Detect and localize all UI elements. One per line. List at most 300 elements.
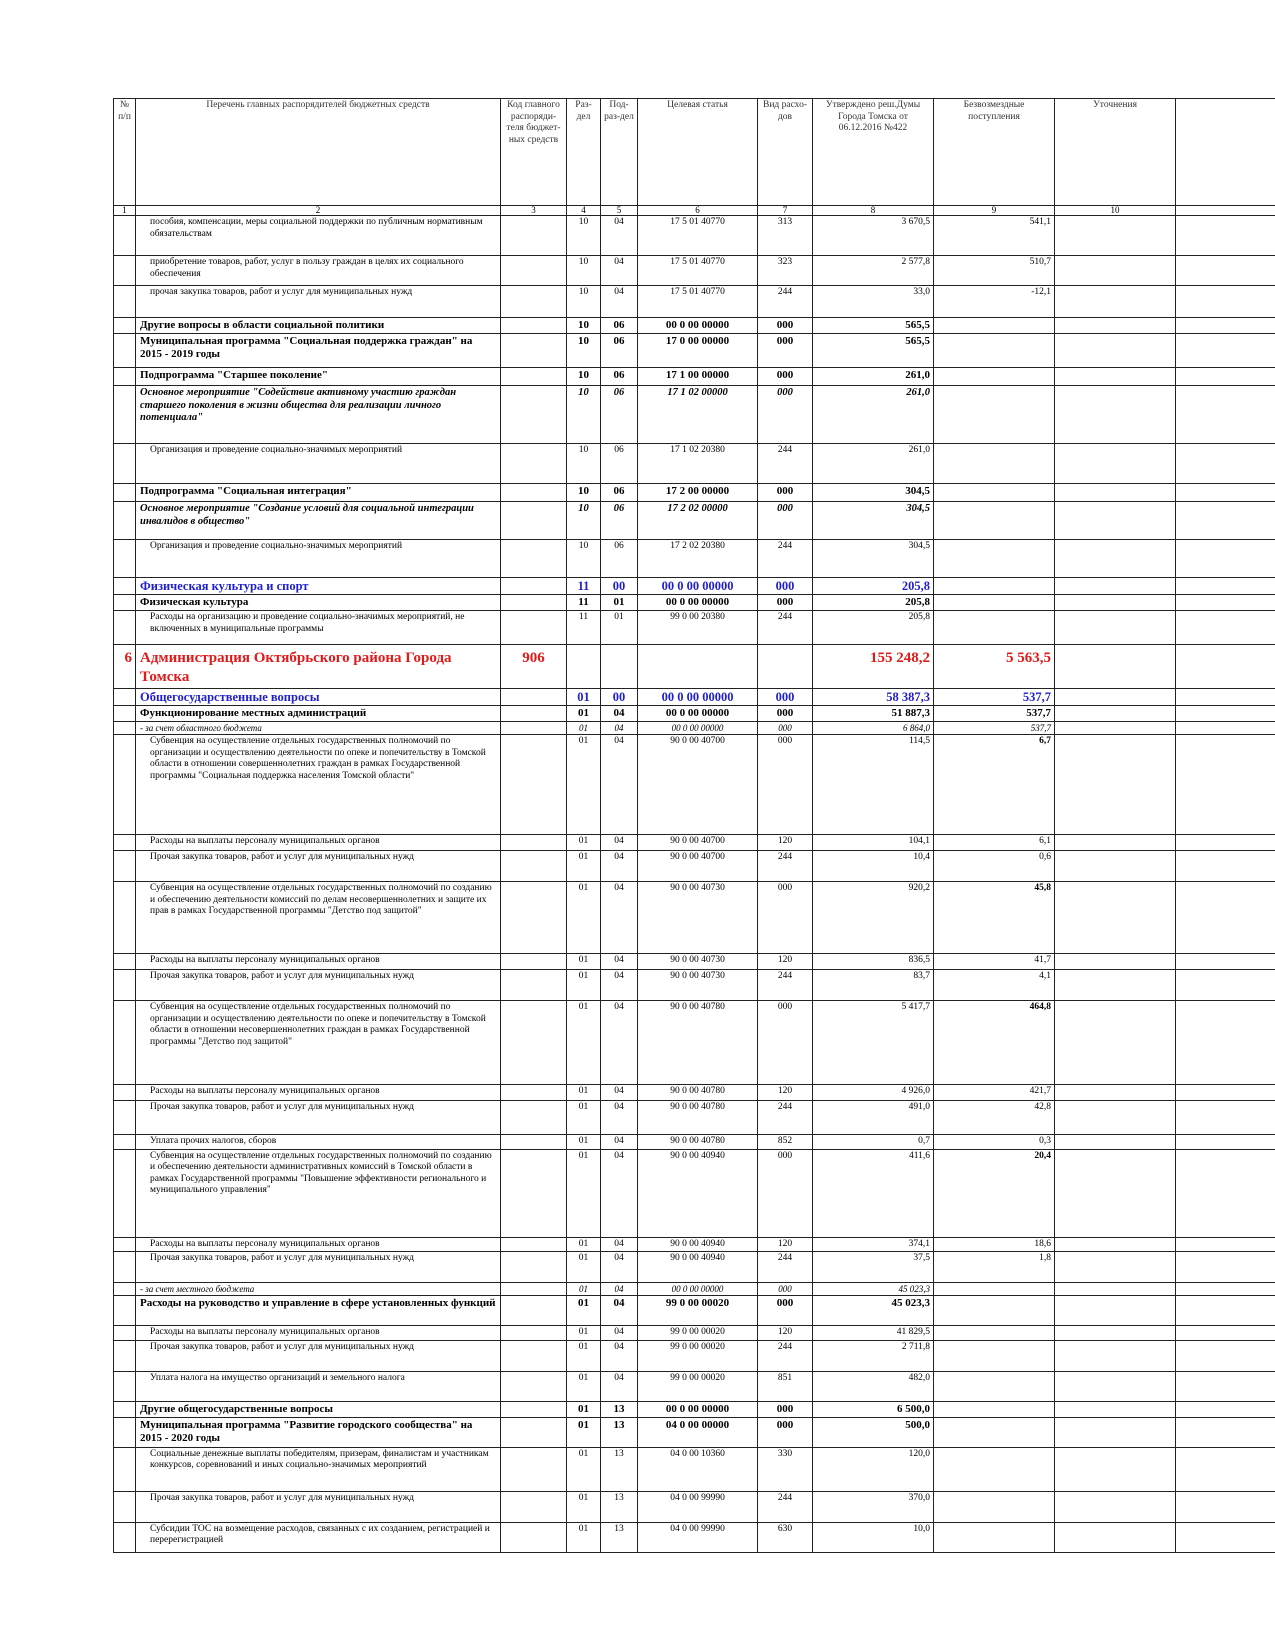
row-code (501, 444, 567, 484)
row-target-article: 90 0 00 40730 (638, 970, 758, 1001)
row-grants: 537,7 (934, 722, 1055, 735)
row-target-article: 90 0 00 40700 (638, 835, 758, 851)
row-section: 01 (567, 851, 601, 882)
col-num: 5 (601, 206, 638, 216)
row-clarifications (1055, 970, 1176, 1001)
row-clarifications (1055, 595, 1176, 611)
row-grants (934, 1522, 1055, 1552)
row-number (114, 1371, 136, 1401)
row-subsection: 13 (601, 1447, 638, 1491)
row-clarifications (1055, 1491, 1176, 1522)
row-extra (1176, 835, 1275, 851)
row-number (114, 286, 136, 318)
row-target-article: 90 0 00 40730 (638, 882, 758, 954)
row-target-article: 90 0 00 40940 (638, 1237, 758, 1252)
row-expense-type: 000 (758, 1283, 813, 1296)
row-name: Основное мероприятие "Создание условий для социальной интеграции инвалидов в общество" (136, 502, 501, 540)
row-name: Прочая закупка товаров, работ и услуг для муниципальных нужд (136, 1252, 501, 1283)
row-clarifications (1055, 1401, 1176, 1417)
row-approved: 4 926,0 (813, 1085, 934, 1101)
row-approved: 58 387,3 (813, 689, 934, 706)
row-expense-type: 244 (758, 1252, 813, 1283)
table-row (114, 578, 1275, 595)
row-grants (934, 444, 1055, 484)
row-grants: 42,8 (934, 1101, 1055, 1135)
row-clarifications (1055, 882, 1176, 954)
row-grants (934, 540, 1055, 578)
row-number (114, 1296, 136, 1326)
row-grants (934, 484, 1055, 502)
row-approved: 2 711,8 (813, 1340, 934, 1371)
row-grants: 45,8 (934, 882, 1055, 954)
row-section: 11 (567, 595, 601, 611)
row-name: Субвенция на осуществление отдельных государственных полномочий по организации и осуществлению деятельности по опеке и попечительству в Томской области в отношении несовершеннолетних граждан в рамках Государственной программы "Детство под защитой" (136, 1001, 501, 1085)
row-name: Подпрограмма "Социальная интеграция" (136, 484, 501, 502)
table-row (114, 1237, 1275, 1252)
row-section: 01 (567, 1447, 601, 1491)
row-number (114, 540, 136, 578)
table-row (114, 1283, 1275, 1296)
row-extra (1176, 735, 1275, 835)
row-clarifications (1055, 256, 1176, 286)
row-target-article: 00 0 00 00000 (638, 689, 758, 706)
row-section: 01 (567, 689, 601, 706)
row-clarifications (1055, 368, 1176, 386)
row-approved: 2 577,8 (813, 256, 934, 286)
row-target-article: 04 0 00 10360 (638, 1447, 758, 1491)
col-expense-type-header: Вид расхо-дов (758, 99, 813, 206)
row-approved: 261,0 (813, 444, 934, 484)
row-expense-type: 244 (758, 444, 813, 484)
row-extra (1176, 1326, 1275, 1341)
row-subsection: 13 (601, 1417, 638, 1447)
row-subsection: 04 (601, 722, 638, 735)
row-name: Прочая закупка товаров, работ и услуг для муниципальных нужд (136, 1340, 501, 1371)
row-clarifications (1055, 1085, 1176, 1101)
row-grants (934, 368, 1055, 386)
row-grants (934, 595, 1055, 611)
row-section: 01 (567, 1326, 601, 1341)
row-extra (1176, 1401, 1275, 1417)
row-number (114, 689, 136, 706)
row-approved: 41 829,5 (813, 1326, 934, 1341)
row-clarifications (1055, 1326, 1176, 1341)
table-row (114, 1491, 1275, 1522)
row-target-article: 00 0 00 00000 (638, 706, 758, 722)
row-number (114, 1447, 136, 1491)
row-grants (934, 1371, 1055, 1401)
table-row (114, 368, 1275, 386)
row-number (114, 484, 136, 502)
row-section: 01 (567, 722, 601, 735)
row-target-article: 04 0 00 00000 (638, 1417, 758, 1447)
row-name: Расходы на выплаты персоналу муниципальных органов (136, 1237, 501, 1252)
row-target-article: 90 0 00 40780 (638, 1085, 758, 1101)
row-approved: 0,7 (813, 1135, 934, 1150)
row-name: Физическая культура и спорт (136, 578, 501, 595)
row-code (501, 216, 567, 256)
row-extra (1176, 722, 1275, 735)
row-expense-type: 244 (758, 1491, 813, 1522)
row-extra (1176, 689, 1275, 706)
table-row (114, 502, 1275, 540)
row-section: 10 (567, 502, 601, 540)
row-expense-type: 000 (758, 1296, 813, 1326)
row-section: 01 (567, 882, 601, 954)
row-code (501, 1001, 567, 1085)
row-code (501, 722, 567, 735)
row-clarifications (1055, 722, 1176, 735)
table-row (114, 645, 1275, 689)
row-name: Субсидии ТОС на возмещение расходов, связанных с их созданием, регистрацией и перерегистрацией (136, 1522, 501, 1552)
row-grants (934, 1401, 1055, 1417)
row-code (501, 735, 567, 835)
table-row (114, 1296, 1275, 1326)
row-number (114, 1326, 136, 1341)
row-target-article: 17 2 00 00000 (638, 484, 758, 502)
row-name: Прочая закупка товаров, работ и услуг для муниципальных нужд (136, 970, 501, 1001)
row-extra (1176, 386, 1275, 444)
row-code (501, 484, 567, 502)
row-extra (1176, 444, 1275, 484)
row-clarifications (1055, 502, 1176, 540)
row-code (501, 882, 567, 954)
row-extra (1176, 1101, 1275, 1135)
row-code (501, 1326, 567, 1341)
row-subsection: 04 (601, 835, 638, 851)
row-name: Организация и проведение социально-значимых мероприятий (136, 444, 501, 484)
column-numbers-row (114, 206, 1275, 216)
row-section: 01 (567, 1001, 601, 1085)
table-row (114, 851, 1275, 882)
row-number (114, 386, 136, 444)
row-expense-type: 000 (758, 595, 813, 611)
row-target-article: 90 0 00 40780 (638, 1135, 758, 1150)
row-subsection: 01 (601, 611, 638, 645)
row-subsection: 04 (601, 954, 638, 970)
row-code (501, 368, 567, 386)
row-extra (1176, 540, 1275, 578)
col-num: 3 (501, 206, 567, 216)
row-clarifications (1055, 386, 1176, 444)
row-name: Уплата налога на имущество организаций и земельного налога (136, 1371, 501, 1401)
row-extra (1176, 595, 1275, 611)
row-section: 01 (567, 835, 601, 851)
table-row (114, 1101, 1275, 1135)
table-row (114, 1447, 1275, 1491)
row-clarifications (1055, 1340, 1176, 1371)
row-subsection: 04 (601, 735, 638, 835)
row-extra (1176, 1149, 1275, 1237)
row-number (114, 334, 136, 368)
row-code (501, 386, 567, 444)
row-clarifications (1055, 689, 1176, 706)
row-name: Расходы на руководство и управление в сфере установленных функций (136, 1296, 501, 1326)
row-grants: 541,1 (934, 216, 1055, 256)
row-extra (1176, 484, 1275, 502)
row-name: пособия, компенсации, меры социальной поддержки по публичным нормативным обязательствам (136, 216, 501, 256)
row-section: 01 (567, 706, 601, 722)
col-clarifications-header: Уточнения (1055, 99, 1176, 206)
table-row (114, 1252, 1275, 1283)
row-subsection: 06 (601, 368, 638, 386)
row-extra (1176, 1447, 1275, 1491)
row-subsection: 01 (601, 595, 638, 611)
row-name: Физическая культура (136, 595, 501, 611)
row-section: 10 (567, 386, 601, 444)
row-target-article: 04 0 00 99990 (638, 1491, 758, 1522)
row-expense-type (758, 645, 813, 689)
row-code (501, 1085, 567, 1101)
row-number (114, 256, 136, 286)
row-code: 906 (501, 645, 567, 689)
row-expense-type: 000 (758, 735, 813, 835)
row-expense-type: 120 (758, 835, 813, 851)
row-code (501, 502, 567, 540)
table-row (114, 1371, 1275, 1401)
row-extra (1176, 1340, 1275, 1371)
row-code (501, 851, 567, 882)
row-code (501, 318, 567, 334)
row-clarifications (1055, 645, 1176, 689)
row-subsection: 13 (601, 1522, 638, 1552)
row-expense-type: 120 (758, 1237, 813, 1252)
row-target-article: 90 0 00 40700 (638, 851, 758, 882)
row-target-article: 90 0 00 40940 (638, 1149, 758, 1237)
row-number (114, 835, 136, 851)
row-clarifications (1055, 1252, 1176, 1283)
table-row (114, 540, 1275, 578)
row-clarifications (1055, 1237, 1176, 1252)
row-section: 01 (567, 1101, 601, 1135)
row-clarifications (1055, 334, 1176, 368)
row-clarifications (1055, 1149, 1176, 1237)
row-grants: 421,7 (934, 1085, 1055, 1101)
row-grants: -12,1 (934, 286, 1055, 318)
row-approved: 10,0 (813, 1522, 934, 1552)
row-expense-type: 244 (758, 286, 813, 318)
row-target-article: 00 0 00 00000 (638, 1401, 758, 1417)
col-num: 4 (567, 206, 601, 216)
table-row (114, 1085, 1275, 1101)
table-row (114, 882, 1275, 954)
row-clarifications (1055, 1522, 1176, 1552)
col-extra-header (1176, 99, 1275, 206)
row-subsection: 04 (601, 256, 638, 286)
row-number (114, 722, 136, 735)
row-grants: 4,1 (934, 970, 1055, 1001)
row-subsection: 04 (601, 1252, 638, 1283)
row-code (501, 595, 567, 611)
row-section (567, 645, 601, 689)
row-subsection: 06 (601, 318, 638, 334)
col-code-header: Код главного распоряди-теля бюджет-ных средств (501, 99, 567, 206)
row-subsection: 00 (601, 689, 638, 706)
row-subsection: 04 (601, 1296, 638, 1326)
col-subsection-header: Под-раз-дел (601, 99, 638, 206)
row-grants: 6,1 (934, 835, 1055, 851)
row-grants (934, 611, 1055, 645)
table-row (114, 386, 1275, 444)
row-extra (1176, 954, 1275, 970)
row-extra (1176, 970, 1275, 1001)
row-number (114, 1491, 136, 1522)
row-subsection: 00 (601, 578, 638, 595)
row-grants (934, 318, 1055, 334)
row-clarifications (1055, 1135, 1176, 1150)
row-expense-type: 000 (758, 502, 813, 540)
row-code (501, 970, 567, 1001)
table-row (114, 722, 1275, 735)
row-number (114, 970, 136, 1001)
row-approved: 491,0 (813, 1101, 934, 1135)
row-section: 01 (567, 735, 601, 835)
row-approved: 6 500,0 (813, 1401, 934, 1417)
row-number (114, 1149, 136, 1237)
row-name: Подпрограмма "Старшее поколение" (136, 368, 501, 386)
table-row (114, 1149, 1275, 1237)
row-grants (934, 1417, 1055, 1447)
row-grants: 464,8 (934, 1001, 1055, 1085)
table-row (114, 835, 1275, 851)
row-clarifications (1055, 444, 1176, 484)
budget-sheet (113, 98, 1275, 1553)
col-num: 2 (136, 206, 501, 216)
row-number (114, 502, 136, 540)
row-extra (1176, 706, 1275, 722)
row-number (114, 368, 136, 386)
row-grants (934, 386, 1055, 444)
row-approved: 33,0 (813, 286, 934, 318)
row-subsection: 04 (601, 1340, 638, 1371)
row-section: 01 (567, 1085, 601, 1101)
row-extra (1176, 216, 1275, 256)
row-expense-type: 244 (758, 611, 813, 645)
row-target-article: 99 0 00 00020 (638, 1340, 758, 1371)
row-target-article: 99 0 00 20380 (638, 611, 758, 645)
row-subsection: 06 (601, 444, 638, 484)
row-grants (934, 578, 1055, 595)
row-name: Социальные денежные выплаты победителям, призерам, финалистам и участникам конкурсов, соревнований и иных социально-значимых мероприятий (136, 1447, 501, 1491)
row-extra (1176, 851, 1275, 882)
row-number (114, 706, 136, 722)
row-extra (1176, 1417, 1275, 1447)
row-target-article: 17 5 01 40770 (638, 286, 758, 318)
row-expense-type: 330 (758, 1447, 813, 1491)
table-row (114, 1401, 1275, 1417)
row-grants (934, 1491, 1055, 1522)
row-clarifications (1055, 954, 1176, 970)
row-grants (934, 1340, 1055, 1371)
row-extra (1176, 645, 1275, 689)
row-section: 01 (567, 1135, 601, 1150)
row-target-article: 17 1 02 00000 (638, 386, 758, 444)
row-extra (1176, 1296, 1275, 1326)
row-number (114, 1252, 136, 1283)
row-subsection: 04 (601, 970, 638, 1001)
row-grants (934, 334, 1055, 368)
row-number (114, 578, 136, 595)
row-code (501, 1522, 567, 1552)
row-target-article: 00 0 00 00000 (638, 318, 758, 334)
row-clarifications (1055, 835, 1176, 851)
table-row (114, 334, 1275, 368)
table-row (114, 706, 1275, 722)
row-extra (1176, 1237, 1275, 1252)
row-clarifications (1055, 1371, 1176, 1401)
row-subsection: 13 (601, 1401, 638, 1417)
row-expense-type: 852 (758, 1135, 813, 1150)
row-expense-type: 244 (758, 970, 813, 1001)
row-code (501, 1296, 567, 1326)
col-num: 6 (638, 206, 758, 216)
row-approved: 45 023,3 (813, 1283, 934, 1296)
row-number (114, 444, 136, 484)
row-approved: 51 887,3 (813, 706, 934, 722)
row-target-article: 99 0 00 00020 (638, 1371, 758, 1401)
row-code (501, 1101, 567, 1135)
row-approved: 261,0 (813, 368, 934, 386)
row-approved: 304,5 (813, 540, 934, 578)
row-section: 10 (567, 444, 601, 484)
row-target-article: 90 0 00 40940 (638, 1252, 758, 1283)
table-row (114, 970, 1275, 1001)
row-code (501, 689, 567, 706)
row-clarifications (1055, 1447, 1176, 1491)
row-section: 01 (567, 1237, 601, 1252)
row-grants (934, 1296, 1055, 1326)
row-clarifications (1055, 578, 1176, 595)
row-approved: 304,5 (813, 484, 934, 502)
row-approved: 205,8 (813, 578, 934, 595)
row-code (501, 706, 567, 722)
row-approved: 565,5 (813, 318, 934, 334)
row-code (501, 954, 567, 970)
row-expense-type: 000 (758, 334, 813, 368)
table-row (114, 256, 1275, 286)
row-number: 6 (114, 645, 136, 689)
row-approved: 482,0 (813, 1371, 934, 1401)
row-code (501, 286, 567, 318)
row-extra (1176, 611, 1275, 645)
row-approved: 114,5 (813, 735, 934, 835)
row-number (114, 1401, 136, 1417)
row-name: Расходы на выплаты персоналу муниципальных органов (136, 954, 501, 970)
row-grants (934, 1283, 1055, 1296)
row-approved: 37,5 (813, 1252, 934, 1283)
row-expense-type: 000 (758, 1401, 813, 1417)
row-code (501, 256, 567, 286)
row-section: 11 (567, 611, 601, 645)
col-section-header: Раз-дел (567, 99, 601, 206)
row-section: 01 (567, 1491, 601, 1522)
row-target-article: 90 0 00 40730 (638, 954, 758, 970)
row-name: Расходы на выплаты персоналу муниципальных органов (136, 1085, 501, 1101)
row-code (501, 1417, 567, 1447)
row-expense-type: 000 (758, 1417, 813, 1447)
row-subsection: 06 (601, 334, 638, 368)
table-body (114, 216, 1275, 1553)
row-section: 10 (567, 318, 601, 334)
row-number (114, 735, 136, 835)
row-name: Функционирование местных администраций (136, 706, 501, 722)
row-grants: 41,7 (934, 954, 1055, 970)
row-approved: 304,5 (813, 502, 934, 540)
row-clarifications (1055, 318, 1176, 334)
row-name: Другие вопросы в области социальной политики (136, 318, 501, 334)
row-expense-type: 000 (758, 689, 813, 706)
col-target-header: Целевая статья (638, 99, 758, 206)
